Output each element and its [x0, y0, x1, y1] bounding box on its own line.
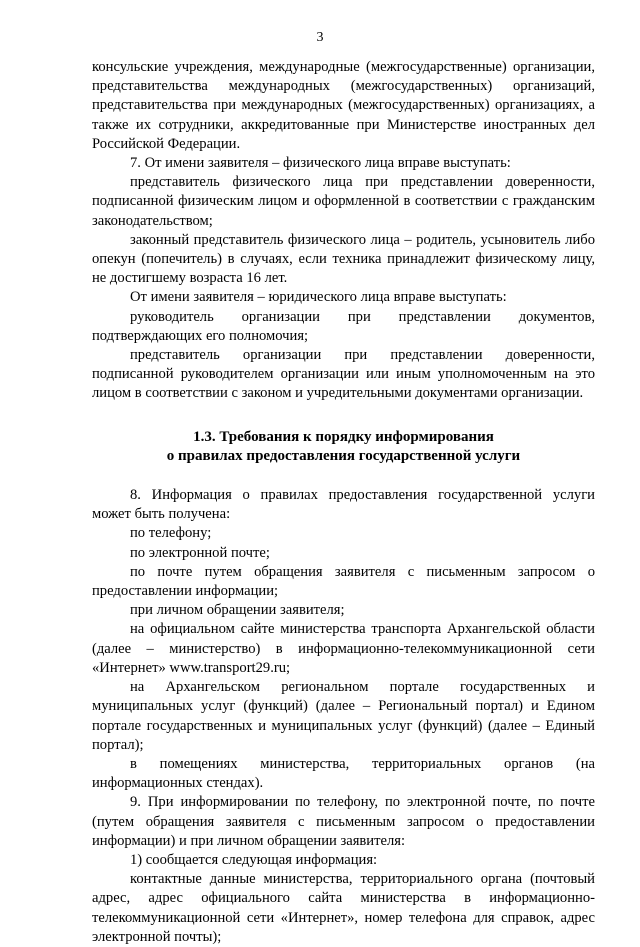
section-heading-line-1: 1.3. Требования к порядку информирования [193, 428, 494, 445]
paragraph: 1) сообщается следующая информация: [130, 851, 378, 868]
paragraphs-top [92, 58, 595, 404]
paragraph: 9. При информировании по телефону, по электронной почте, по почте (путем обращения заявителя с письменным запросом о предоставлении информации) и при личном обращении заявителя: [92, 794, 595, 849]
page-number: 3 [316, 30, 324, 45]
paragraph: на официальном сайте министерства транспорта Архангельской области (далее – министерство) в информационно-телекоммуникационной сети «Интернет» www.transport29.ru; [92, 621, 595, 676]
paragraph: представитель физического лица при представлении доверенности, подписанной физическим лицом и оформленной в соответствии с гражданским законодательством; [92, 174, 595, 229]
paragraph: 7. От имени заявителя – физического лица вправе выступать: [130, 155, 511, 172]
paragraph: по телефону; [130, 525, 212, 542]
paragraph: при личном обращении заявителя; [130, 602, 345, 619]
paragraph: 8. Информация о правилах предоставления государственной услуги может быть получена: [92, 487, 595, 523]
paragraph: консульские учреждения, международные (межгосударственные) организации, представительства международных (межгосударственных) организаций, представительства при международных (межгосударственных) организациях, а также их сотрудники, аккредитованные при Министерстве иностранных дел Российской Федерации. [92, 59, 595, 152]
section-heading-line-2: о правилах предоставления государственной услуги [166, 447, 521, 464]
paragraph: От имени заявителя – юридического лица вправе выступать: [130, 289, 507, 306]
paragraph: представитель организации при представлении доверенности, подписанной руководителем организации или иным уполномоченным на это лицом в соответствии с законом и учредительными документами организации. [92, 347, 595, 402]
paragraph: в помещениях министерства, территориальных органов (на информационных стендах). [92, 755, 595, 792]
paragraph: законный представитель физического лица – родитель, усыновитель либо опекун (попечитель) в случаях, если техника принадлежит физическому лицу, не достигшему возраста 16 лет. [92, 231, 595, 287]
paragraph: на Архангельском региональном портале государственных и муниципальных услуг (функций) (далее – Региональный портал) и Едином портале государственных и муниципальных услуг (функций) (далее – Единый портал); [92, 679, 595, 753]
paragraph: по электронной почте; [130, 544, 270, 561]
paragraph: по почте путем обращения заявителя с письменным запросом о предоставлении информации; [92, 563, 595, 600]
paragraphs-bottom [92, 486, 595, 947]
document-body [92, 58, 595, 947]
paragraph: контактные данные министерства, территориального органа (почтовый адрес, адрес официального сайта министерства в информационно-телекоммуникационной сети «Интернет», номер телефона для справок, адрес электронной почты); [92, 871, 595, 945]
paragraph: руководитель организации при представлении документов, подтверждающих его полномочия; [92, 308, 595, 344]
